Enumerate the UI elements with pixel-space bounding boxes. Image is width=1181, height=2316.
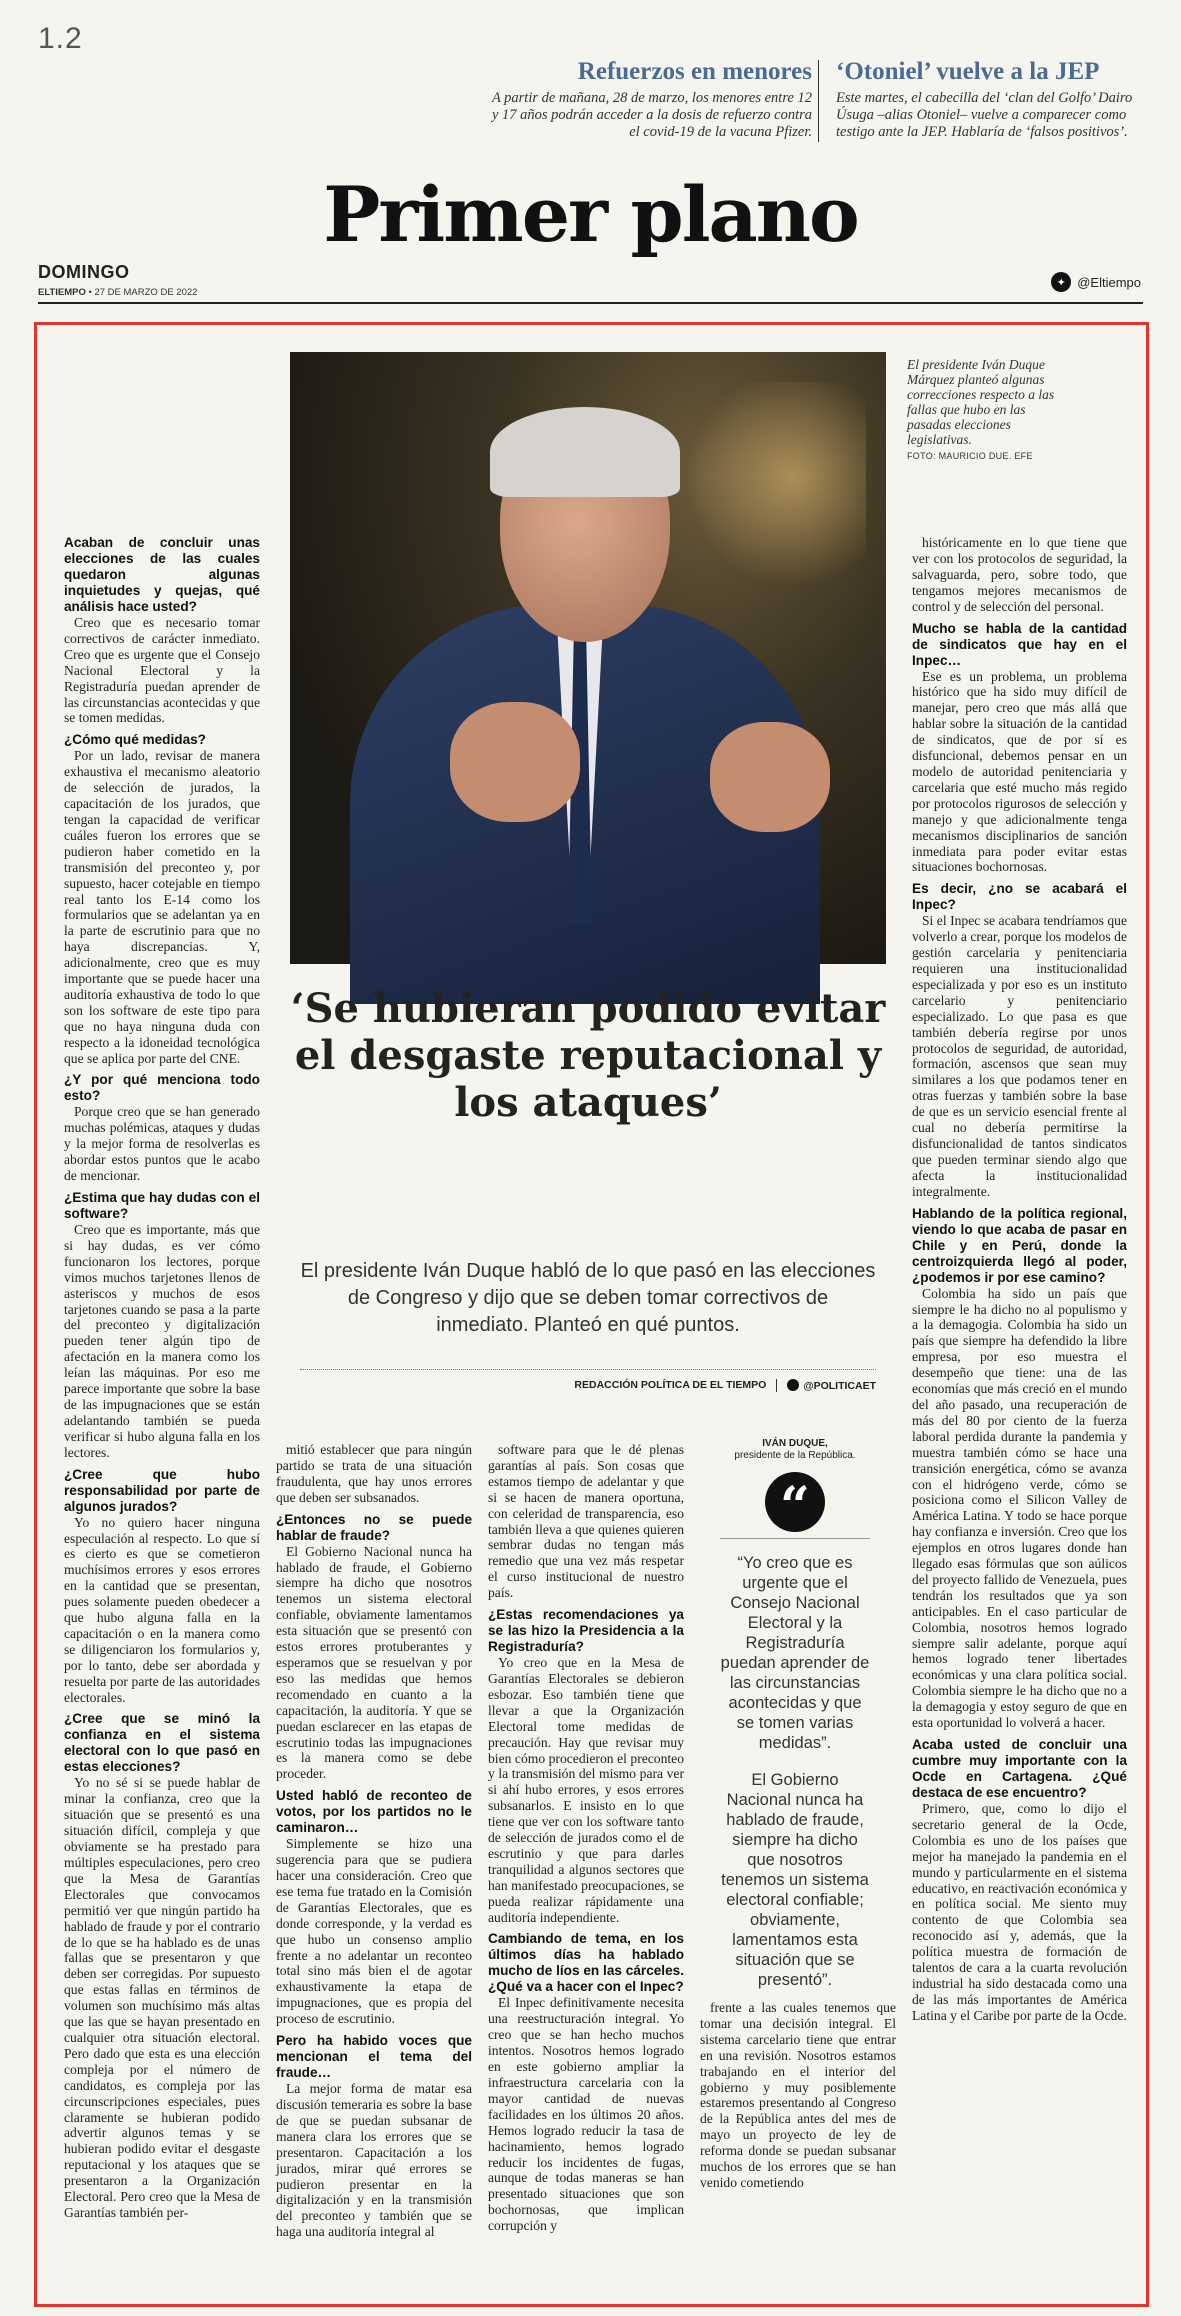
article-column-2 bbox=[276, 1442, 472, 2287]
interview-question: ¿Estas recomendaciones ya se las hizo la Presidencia a la Registraduría? bbox=[488, 1607, 684, 1655]
interview-answer: Colombia ha sido un país que siempre le ha dicho no al populismo y a la demagogia. Colombia ha sido un país que siempre ha defendido la libre empresa, por eso muestra el desempeño que tiene: una de las economías que más creció en el mundo del año pasado, una recuperación de más del 80 por ciento de la fuerza laboral perdida durante la pandemia y muestra también cómo se hace una transición energética, cómo se avanza con el hidrógeno verde, cómo se posiciona como el Silicon Valley de América Latina. Y todo se hace porque hay confianza e inversión. Creo que los ejemplos en otros lugares donde han llegado esas fórmulas que son aúlicos del proyecto fallido de Venezuela, pues tendrán los resultados que ya son anticipables. En el caso particular de Colombia, nosotros hemos logrado siempre salir adelante, porque aquí hemos logrado tener libertades económicas y una clara política social. Colombia siempre le ha dicho que no a la demagogia y estoy seguro de que en esta oportunidad lo volverá a hacer. bbox=[912, 1285, 1127, 1731]
caption-text: El presidente Iván Duque Márquez planteó algunas correcciones respecto a las fallas que hubo en las pasadas elecciones legislativas. bbox=[907, 357, 1055, 447]
teaser-text: A partir de mañana, 28 de marzo, los menores entre 12 y 17 años podrán acceder a la dosis de refuerzo contra el covid-19 de la vacuna Pfizer. bbox=[491, 90, 812, 140]
photo-background-lights bbox=[686, 382, 866, 622]
teaser-title: ‘Otoniel’ vuelve a la JEP bbox=[836, 58, 1100, 85]
interview-answer: Yo no quiero hacer ninguna especulación al respecto. Lo que sí es cierto es que se cometieron muchísimos errores y esos errores en la cantidad que se presentan, pues solamente pueden obedecer a que hubo alguna falla en la capacitación o en la manera como se diligenciaron los formularios y, por lo tanto, debe ser abordada y resuelta por parte de las autoridades electorales. bbox=[64, 1514, 260, 1705]
byline-author: REDACCIÓN POLÍTICA DE EL TIEMPO bbox=[574, 1379, 767, 1391]
interview-answer: Creo que es importante, más que si hay dudas, es ver cómo funcionaron los lectores, porque vimos muchos tarjetones llenos de asteriscos y muchos de esos tarjetones cuando se pasa a la parte del preconteo y digitalización pueden tener algún tipo de afectación en la manera como los leían las máquinas. Por eso me parece importante que sobre la base de las impugnaciones que se están adelantando también se pueda verificar si hubo alguna falla en los lectores. bbox=[64, 1222, 260, 1460]
article-column-4 bbox=[912, 535, 1127, 2285]
header-rule bbox=[38, 302, 1143, 304]
interview-answer: históricamente en lo que tiene que ver con los protocolos de seguridad, la salvaguarda, pero, sobre todo, que tengamos mejores mecanismos de control y de selección del personal. bbox=[912, 535, 1127, 614]
byline-twitter[interactable] bbox=[787, 1379, 876, 1392]
teaser-divider bbox=[818, 60, 819, 142]
interview-question: ¿Estima que hay dudas con el software? bbox=[64, 1190, 260, 1221]
interview-answer: Simplemente se hizo una sugerencia para que se pudiera hacer una consideración. Creo que ese tema fue tratado en la Comisión de Garantías Electorales, que es donde corresponde, y la verdad es que hubo un consenso amplio frente a no adelantar un reconteo total sino más bien el de agotar exhaustivamente la etapa de impugnaciones, que es propia del proceso de escrutinio. bbox=[276, 1836, 472, 2027]
interview-answer: frente a las cuales tenemos que tomar una decisión integral. El sistema carcelario tiene que entrar en una revisión. Nosotros estamos trabajando en el interior del gobierno y muy posiblemente estaremos presentando al Congreso de la República antes del mes de mayo un proyecto de ley de reforma donde se puedan subsanar muchos de los errores que se han venido cometiendo bbox=[700, 2000, 896, 2190]
teaser-title: Refuerzos en menores bbox=[577, 58, 812, 85]
interview-question: Mucho se habla de la cantidad de sindicatos que hay en el Inpec… bbox=[912, 620, 1127, 668]
headline: ‘Se hubieran podido evitar el desgaste reputacional y los ataques’ bbox=[290, 985, 886, 1126]
quote-attribution bbox=[720, 1438, 870, 1462]
quote-box bbox=[720, 1438, 870, 1753]
photo-credit: FOTO: MAURICIO DUE. EFE bbox=[907, 451, 1033, 461]
interview-answer: Porque creo que se han generado muchas polémicas, ataques y dudas y la mejor forma de resolverlas es abordar estos puntos que le acabo de mencionar. bbox=[64, 1104, 260, 1184]
weekday: DOMINGO bbox=[38, 262, 130, 282]
interview-answer: software para que le dé plenas garantías al país. Son cosas que estamos tiempo de adelantar y que si se hacen de manera oportuna, con celeridad de transparencia, eso también lleva a que quienes quieren sembrar dudas no tengan más remedio que una vez más respetar el curso institucional de nuestro país. bbox=[488, 1442, 684, 1601]
interview-question: ¿Entonces no se puede hablar de fraude? bbox=[276, 1511, 472, 1543]
interview-question: Usted habló de reconteo de votos, por los partidos no le caminaron… bbox=[276, 1788, 472, 1836]
teaser-refuerzos[interactable] bbox=[482, 58, 812, 141]
interview-question: ¿Cree que hubo responsabilidad por parte de algunos jurados? bbox=[64, 1466, 260, 1514]
interview-question: ¿Cómo qué medidas? bbox=[64, 732, 206, 748]
interview-question: ¿Y por qué menciona todo esto? bbox=[64, 1072, 260, 1104]
article-column-3-continued bbox=[700, 2000, 896, 2287]
photo-caption bbox=[907, 357, 1057, 464]
quote-name: IVÁN DUQUE, bbox=[762, 1438, 828, 1449]
interview-answer: Yo no sé si se puede hablar de minar la confianza, creo que la situación que se presentó es una situación difícil, compleja y que obviamente se ha prestado para múltiples especulaciones, pero creo que la Mesa de Garantías Electorales que convocamos permitió ver que ningún partido ha hablado de fraude y por el contrario de lo que se ha hablado es de unas fallas que se presentaron y que deben ser corregidas. Por supuesto que estas fallas en términos de volumen son muchísimo más altas que las que se hayan presentado en cualquier otra situación electoral. Pero dado que esta es una elección compleja por el número de candidatos, es compleja por las circunscripciones especiales, pues claramente se hubieran podido advertir algunos temas y se hubieran podido evitar el desgaste reputacional y los ataques que se presentaron a la Organización Electoral. Pero creo que la Mesa de Garantías también per- bbox=[64, 1775, 260, 2220]
pull-quote-secondary: El Gobierno Nacional nunca ha hablado de fraude, siempre ha dicho que nosotros tenemos un sistema electoral confiable; obviamente, lamentamos esta situación que se presentó”. bbox=[721, 1771, 869, 1989]
quote-rule bbox=[720, 1538, 870, 1539]
interview-question: Acaba usted de concluir una cumbre muy importante con la Ocde en Cartagena. ¿Qué destaca de ese encuentro? bbox=[912, 1737, 1127, 1800]
page-number: 1.2 bbox=[38, 22, 83, 55]
interview-answer: La mejor forma de matar esa discusión temeraria es sobre la base de que se puedan subsanar de manera clara los errores que se presentaron. Capacitación a los jurados, mirar qué errores se pudieron presentar en la digitalización y en la transmisión del preconteo y también que se haga una auditoría integral al bbox=[276, 2081, 472, 2240]
dateline: ELTIEMPO • 27 DE MARZO DE 2022 bbox=[38, 287, 198, 298]
teaser-text: Este martes, el cabecilla del ‘clan del Golfo’ Dairo Úsuga –alias Otoniel– vuelve a comparecer como testigo ante la JEP. Hablaría de ‘falsos positivos’. bbox=[836, 90, 1133, 140]
teaser-otoniel[interactable] bbox=[836, 58, 1166, 141]
interview-answer: mitió establecer que para ningún partido se trata de una situación fraudulenta, que hay unos errores que deben ser subsanados. bbox=[276, 1442, 472, 1505]
interview-question: Pero ha habido voces que mencionan el tema del fraude… bbox=[276, 2033, 472, 2081]
twitter-icon bbox=[787, 1379, 799, 1391]
article-column-1 bbox=[64, 535, 260, 2285]
article-photo bbox=[290, 352, 886, 964]
byline-twitter-handle: @POLITICAET bbox=[803, 1380, 876, 1392]
interview-question: Es decir, ¿no se acabará el Inpec? bbox=[912, 881, 1127, 913]
interview-question: Cambiando de tema, en los últimos días ha hablado mucho de líos en las cárceles. ¿Qué va a hacer con el Inpec? bbox=[488, 1931, 684, 1995]
section-title: Primer plano bbox=[323, 170, 858, 259]
quote-mark-icon: “ bbox=[765, 1472, 825, 1532]
paper-name: ELTIEMPO bbox=[38, 287, 86, 298]
dek: El presidente Iván Duque habló de lo que pasó en las elecciones de Congreso y dijo que se deben tomar correctivos de inmediato. Planteó en qué puntos. bbox=[300, 1260, 876, 1336]
byline-rule bbox=[300, 1369, 876, 1370]
twitter-handle: @Eltiempo bbox=[1077, 274, 1141, 290]
interview-answer: Primero, que, como lo dijo el secretario general de la Ocde, Colombia es uno de los países que mejor ha manejado la pandemia en el mundo y particularmente en el sistema educativo, en reactivación económica y en política social. Me siento muy contento de que Colombia sea reconocido así y, además, que la política muestra de formación de talentos de cara a la cuarta revolución industrial ha sido destacada como una de las más importantes de América Latina y el Caribe por parte de la Ocde. bbox=[912, 1801, 1127, 2023]
byline bbox=[300, 1379, 876, 1392]
interview-answer: Si el Inpec se acabara tendríamos que volverlo a crear, porque los modelos de gestión carcelaria y penitenciaria requieren una institucionalidad especializada y por eso es un instituto carcelario y penitenciario especializado. Lo que pasa es que también debería regirse por unos protocolos de seguridad, de autoridad, formación, ascensos que sean muy similares a los que podamos tener en otras fuerzas y también sobre la base de que es un servicio esencial frente al cual no debería permitirse la disfuncionalidad de tantos sindicatos que pueden terminar siendo algo que afecta la institucionalidad integralmente. bbox=[912, 913, 1127, 1199]
interview-question: Hablando de la política regional, viendo lo que acaba de pasar en Chile y en Perú, donde la centroizquierda llegó al poder, ¿podemos ir por ese camino? bbox=[912, 1205, 1127, 1285]
interview-answer: Yo creo que en la Mesa de Garantías Electorales se debieron esbozar. Eso también tiene que llevar a que la Organización Electoral tome medidas de precaución. Hay que revisar muy bien cómo procedieron el preconteo y la transmisión del mismo para ver si ahí hubo errores, y esos errores subsanarlos. E insisto en lo que tiene que ver con los software tanto de selección de jurados como el de escrutinio y que para darles tranquilidad a algunos sectores que han manifestado preocupaciones, se pueda realizar rápidamente una auditoría independiente. bbox=[488, 1655, 684, 1925]
photo-hair bbox=[490, 407, 680, 497]
interview-answer: El Gobierno Nacional nunca ha hablado de fraude, el Gobierno siempre ha dicho que nosotros tenemos un sistema electoral confiable, obviamente lamentamos esta situación que se presentó con estos errores protuberantes y esperamos que se resuelvan y por eso las medidas que hemos recomendado en cuanto a la capacitación, la auditoría. Y que se puedan esclarecer en las etapas de escrutinio todas las impugnaciones es la manera como se debe proceder. bbox=[276, 1543, 472, 1782]
twitter-link[interactable] bbox=[1051, 272, 1141, 292]
photo-hand-right bbox=[710, 722, 830, 832]
interview-answer: Por un lado, revisar de manera exhaustiva el mecanismo aleatorio de selección de jurados, la capacitación de los jurados, que tengan la capacidad de verificar cuáles fueron los errores que se pudieron haber cometido en la transmisión del preconteo y, por supuesto, hacer cotejable en tiempo real tanto los E-14 como los formularios que se adelantan ya en la parte de escrutinio para que no haya discrepancias. Y, adicionalmente, creo que es muy importante que se puede hacer una auditoría exhaustiva de todo lo que son los software de este tipo para que no haya ninguna duda con respecto a la idoneidad tecnológica que se aplica por parte del CNE. bbox=[64, 748, 260, 1066]
pull-quote: “Yo creo que es urgente que el Consejo Nacional Electoral y la Registraduría puedan aprender de las circunstancias acontecidas y que se tomen varias medidas”. bbox=[720, 1554, 870, 1752]
interview-answer: Creo que es necesario tomar correctivos de carácter inmediato. Creo que es urgente que el Consejo Nacional Electoral y la Registraduría puedan aprender de las circunstancias acontecidas y que se tomen medidas. bbox=[64, 615, 260, 726]
quote-role: presidente de la República. bbox=[734, 1450, 856, 1461]
article-column-3 bbox=[488, 1442, 684, 2234]
twitter-icon: ✦ bbox=[1051, 272, 1071, 292]
date: 27 DE MARZO DE 2022 bbox=[94, 287, 198, 298]
photo-hand-left bbox=[450, 702, 580, 822]
interview-answer: El Inpec definitivamente necesita una reestructuración integral. Yo creo que se han hecho muchos intentos. Nosotros hemos logrado en este gobierno ampliar la infraestructura carcelaria con la mayor cantidad de nuevas facilidades en los últimos 20 años. Hemos logrado reducir la tasa de hacinamiento, hemos logrado reducir los incidentes de fugas, aunque de todas maneras se han presentado situaciones que son bochornosas, que implican corrupción y bbox=[488, 1995, 684, 2234]
interview-question: ¿Cree que se minó la confianza en el sistema electoral con lo que pasó en estas elecciones? bbox=[64, 1711, 260, 1775]
interview-question: Acaban de concluir unas elecciones de las cuales quedaron algunas inquietudes y quejas, qué análisis hace usted? bbox=[64, 535, 260, 614]
byline-separator bbox=[776, 1379, 777, 1392]
interview-answer: Ese es un problema, un problema histórico que ha sido muy difícil de manejar, pero creo que más allá que hablar sobre la situación de la cantidad de sindicatos, que de por sí es disfuncional, debemos pensar en un modelo de autoridad penitenciaria y carcelaria que esté mucho más regido por protocolos rigurosos de selección y manejo y que adicionalmente tenga mecanismos disciplinarios de sanción inmediata para poder evitar estas situaciones bochornosas. bbox=[912, 668, 1127, 875]
